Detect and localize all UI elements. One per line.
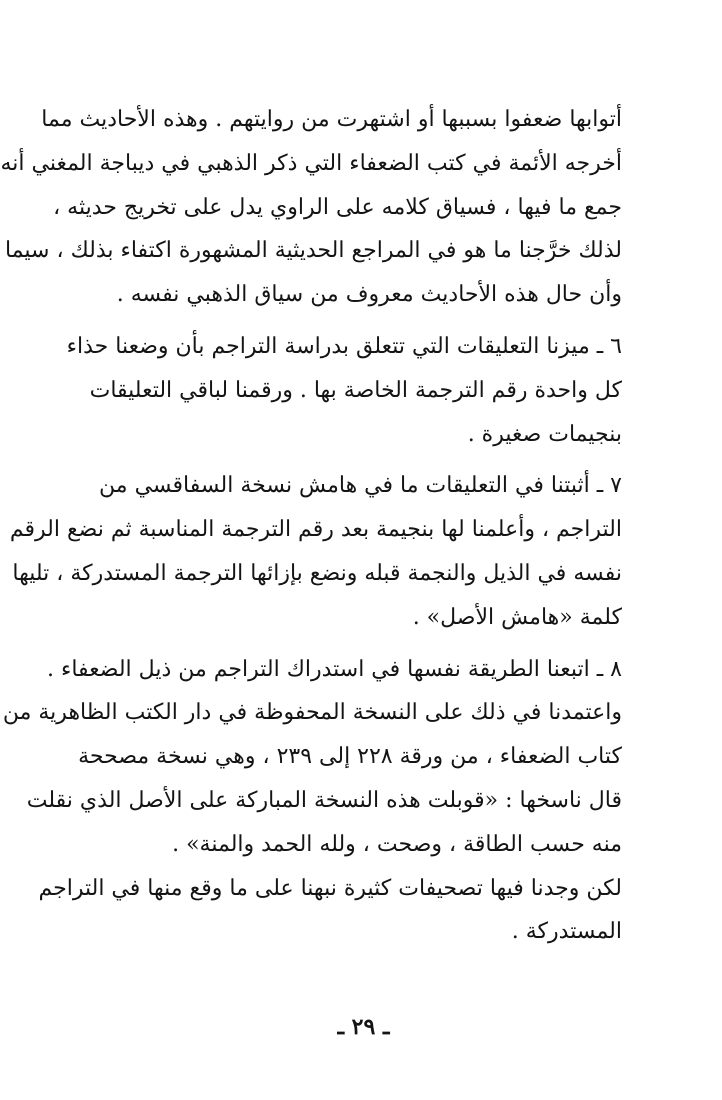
text-line: كتاب الضعفاء ، من ورقة ٢٢٨ إلى ٢٣٩ ، وهي نسخة مصححة: [78, 744, 622, 770]
text-line: قال ناسخها : «قوبلت هذه النسخة المباركة على الأصل الذي نقلت: [26, 787, 622, 813]
text-line: لكن وجدنا فيها تصحيفات كثيرة نبهنا على ما وقع منها في التراجم: [38, 875, 622, 901]
paragraph-spacer: [105, 456, 622, 464]
text-line: بنجيمات صغيرة .: [467, 421, 622, 447]
text-line: ٦ ـ ميزنا التعليقات التي تتعلق بدراسة التراجم بأن وضعنا حذاء: [66, 333, 622, 359]
paragraph-note: [38, 867, 622, 955]
text-line: أتوابها ضعفوا بسببها أو اشتهرت من روايتهم . وهذه الأحاديث مما: [41, 107, 622, 132]
page-number: ـ ٢٩ ـ: [337, 1014, 390, 1040]
text-line: ٨ ـ اتبعنا الطريقة نفسها في استدراك التراجم من ذيل الضعفاء .: [47, 656, 622, 682]
text-line: التراجم ، وأعلمنا لها بنجيمة بعد رقم الترجمة المناسبة ثم نضع الرقم: [9, 517, 622, 543]
paragraph-item-7: [9, 464, 622, 639]
text-line: لذلك خرَّجنا ما هو في المراجع الحديثية المشهورة اكتفاء بذلك ، سيما: [5, 238, 622, 264]
text-line: نفسه في الذيل والنجمة قبله ونضع بإزائها الترجمة المستدركة ، تليها: [12, 560, 622, 586]
text-line: كل واحدة رقم الترجمة الخاصة بها . ورقمنا لباقي التعليقات: [89, 377, 622, 403]
text-line: واعتمدنا في ذلك على النسخة المحفوظة في دار الكتب الظاهرية من: [2, 700, 622, 726]
text-line: المستدركة .: [511, 919, 622, 945]
paragraph-intro: [0, 98, 622, 317]
text-line: أخرجه الأئمة في كتب الضعفاء التي ذكر الذهبي في ديباجة المغني أنه: [0, 150, 622, 176]
paragraph-item-8: [2, 648, 622, 867]
text-line: ٧ ـ أثبتنا في التعليقات ما في هامش نسخة السفاقسي من: [99, 473, 622, 499]
paragraph-item-6: [66, 325, 622, 456]
paragraph-spacer: [105, 640, 622, 648]
text-line: وأن حال هذه الأحاديث معروف من سياق الذهبي نفسه .: [116, 282, 622, 308]
text-line: جمع ما فيها ، فسياق كلامه على الراوي يدل على تخريج حديثه ،: [53, 194, 622, 220]
text-line: منه حسب الطاقة ، وصحت ، ولله الحمد والمنة» .: [172, 831, 622, 857]
paragraph-spacer: [105, 317, 622, 325]
text-line: كلمة «هامش الأصل» .: [412, 604, 622, 630]
